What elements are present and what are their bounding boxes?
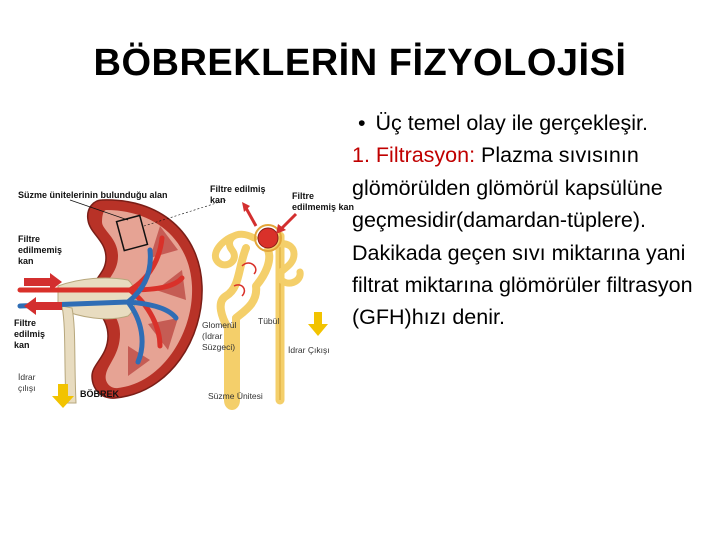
label-unfiltered-1: Filtre <box>292 191 315 201</box>
label-filtered-left-3: kan <box>14 340 30 350</box>
label-filtered-left-1: Filtre <box>14 318 37 328</box>
label-tubule: Tübül <box>258 316 280 326</box>
bullet-text: Üç temel olay ile gerçekleşir. <box>375 111 648 135</box>
label-glomerulus-2: (İdrar <box>202 331 223 341</box>
label-urine-out: İdrar Çıkışı <box>288 345 330 355</box>
label-unfiltered-left-3: kan <box>18 256 34 266</box>
label-filtered-top-1: Filtre edilmiş <box>210 184 266 194</box>
slide-title: BÖBREKLERİN FİZYOLOJİSİ <box>93 42 627 84</box>
arrow-filtered-out <box>24 297 62 315</box>
label-unfiltered-left-1: Filtre <box>18 234 41 244</box>
content-text <box>352 107 712 334</box>
arrow-nephron-urine <box>308 312 328 336</box>
glomerulus <box>258 228 278 248</box>
arrow-filtered-up <box>246 208 256 226</box>
label-kidney: BÖBREK <box>80 389 120 399</box>
label-filtered-left-2: edilmiş <box>14 329 46 339</box>
label-glomerulus-1: Glomerül <box>202 320 237 330</box>
bullet-item <box>358 107 712 139</box>
filtration-body: Plazma sıvısının glömörülden glömörül kapsülüne geçmesidir(damardan-tüplere). Dakikada geçen sıvı miktarına yani filtrat miktarına glömörüler filtrasyon (GFH)hızı denir. <box>352 143 693 330</box>
kidney-drawing <box>20 200 226 403</box>
label-glomerulus-3: Süzgeci) <box>202 342 236 352</box>
label-urine-left-2: çılışı <box>18 383 36 393</box>
label-unfiltered-2: edilmemiş kan <box>292 202 355 212</box>
label-nephron-location: Süzme ünitelerinin bulunduğu alan <box>18 190 168 200</box>
filtration-heading: 1. Filtrasyon: <box>352 143 476 168</box>
label-unfiltered-left-2: edilmemiş <box>18 245 63 255</box>
label-urine-left-1: İdrar <box>18 372 36 382</box>
filtration-paragraph <box>352 139 712 333</box>
label-filtered-top-2: kan <box>210 195 226 205</box>
bullet-dot: • <box>358 111 366 135</box>
kidney-nephron-illustration <box>10 178 355 418</box>
label-nephron: Süzme Ünitesi <box>208 391 263 401</box>
